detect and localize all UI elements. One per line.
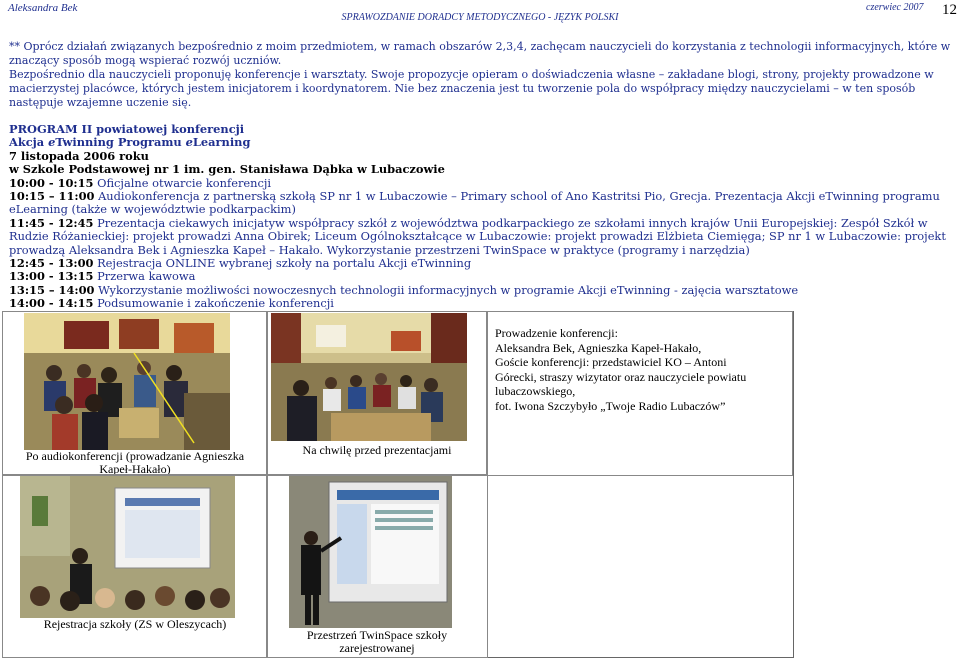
- program-text: Prezentacja ciekawych inicjatyw współpracy szkół z województwa podkarpackiego ze szkołami innych krajów Unii Europejskiej: Zespół Szkół w Rudzie Różanieckiej: projekt prowadzi Anna Obirek; Liceum Ogólnokształcące w Lubaczowie: projekt prowadzi Elżbieta Ciemięga; SP nr 1 w Lubaczowie: projekt prowadzą Aleksandra Bek i Agnieszka Kapeł – Hakało. Wykorzystanie przestrzeni TwinSpace w praktyce (programy i narzędzia): [9, 215, 946, 257]
- photo-cell-4: [266, 474, 488, 658]
- conference-program: [9, 123, 954, 311]
- photo-cell-1: [2, 311, 268, 476]
- program-time: 13:15 – 14:00: [9, 282, 95, 297]
- program-time: 12:45 - 13:00: [9, 256, 94, 271]
- program-text: Przerwa kawowa: [93, 269, 196, 284]
- photo-registration: [20, 476, 235, 618]
- header-title: SPRAWOZDANIE DORADCY METODYCZNEGO - JĘZYK POLSKI: [341, 12, 619, 23]
- page-number: 12: [942, 2, 957, 18]
- photo-cell-3: [2, 474, 268, 658]
- program-item: [9, 270, 954, 283]
- subtitle-part: Akcja: [9, 135, 49, 150]
- header-author: Aleksandra Bek: [8, 2, 78, 14]
- program-title: PROGRAM II powiatowej konferencji: [9, 122, 245, 136]
- photo-twinspace: [289, 476, 452, 628]
- projection-photo-2: [289, 476, 452, 628]
- program-subtitle: [9, 136, 954, 149]
- program-time: 10:00 - 10:15: [9, 175, 94, 190]
- program-time: 14:00 - 14:15: [9, 296, 94, 311]
- program-time: 13:00 - 13:15: [9, 269, 94, 284]
- photo-before-presentations: [271, 313, 467, 441]
- subtitle-part: Twinning Programu: [55, 135, 186, 150]
- projection-photo-1: [20, 476, 235, 618]
- description-line: lubaczowskiego,: [495, 384, 576, 398]
- subtitle-e: e: [48, 135, 56, 150]
- program-item: [9, 177, 954, 190]
- program-text: Podsumowanie i zakończenie konferencji: [93, 296, 334, 311]
- intro-paragraph-1: ** Oprócz działań związanych bezpośrednio z moim przedmiotem, w ramach obszarów 2,3,4, zachęcam nauczycieli do korzystania z technologii informacyjnych, które w znaczący sposób mogą wspierać rozwój uczniów.: [9, 40, 951, 67]
- program-item: [9, 217, 954, 257]
- program-item: [9, 257, 954, 270]
- photo-audioconference: [24, 313, 230, 450]
- description-line: Goście konferencji: przedstawiciel KO – Antoni: [495, 355, 727, 369]
- program-text: Audiokonferencja z partnerską szkołą SP nr 1 w Lubaczowie – Primary school of Ano Kastritsi Pio, Grecja. Prezentacja Akcji eTwinning programu eLearning (także w województwie podkarpackim): [9, 189, 940, 217]
- description-line: Górecki, straszy wizytator oraz nauczyciele powiatu: [495, 369, 747, 384]
- caption-4: Przestrzeń TwinSpace szkoły zarejestrowanej: [306, 628, 448, 655]
- caption-3: Rejestracja szkoły (ZS w Oleszycach): [43, 617, 227, 631]
- program-text: Oficjalne otwarcie konferencji: [93, 175, 272, 190]
- description-line: fot. Iwona Szczybyło „Twoje Radio Lubaczów”: [495, 398, 726, 413]
- classroom-photo-1: [24, 313, 230, 450]
- program-time: 10:15 – 11:00: [9, 189, 95, 204]
- body-text: [9, 40, 954, 311]
- program-date: 7 listopada 2006 roku: [9, 148, 149, 163]
- subtitle-part: Learning: [192, 135, 251, 150]
- intro-paragraph-2: Bezpośrednio dla nauczycieli proponuję konferencje i warsztaty. Swoje propozycje opieram o doświadczenia własne – zakładane blogi, strony, projekty prowadzone w macierzystej placówce, których jestem inicjatorem i koordynatorem. Nie bez znaczenia jest tu tworzenie pola do współpracy między nauczycielami – w ten sposób następuje wzajemne uczenie się.: [9, 68, 934, 109]
- description-line: Prowadzenie konferencji:: [495, 326, 618, 340]
- program-item: [9, 190, 954, 217]
- program-venue: w Szkole Podstawowej nr 1 im. gen. Stanisława Dąbka w Lubaczowie: [9, 162, 445, 177]
- photo-cell-2: [266, 311, 488, 476]
- program-item: [9, 297, 954, 310]
- classroom-photo-2: [271, 313, 467, 441]
- program-time: 11:45 - 12:45: [9, 215, 94, 230]
- conference-description: [495, 326, 787, 413]
- program-text: Wykorzystanie możliwości nowoczesnych technologii informacyjnych w programie Akcji eTwinning - zajęcia warsztatowe: [94, 282, 799, 297]
- caption-2: Na chwilę przed prezentacjami: [302, 443, 452, 457]
- header-date: czerwiec 2007: [866, 2, 924, 13]
- program-item: [9, 284, 954, 297]
- description-line: Aleksandra Bek, Agnieszka Kapeł-Hakało,: [495, 340, 702, 355]
- page-header: [0, 0, 960, 30]
- subtitle-e: e: [185, 135, 193, 150]
- description-cell: [486, 311, 793, 476]
- program-text: Rejestracja ONLINE wybranej szkoły na portalu Akcji eTwinning: [93, 256, 472, 271]
- caption-1: Po audiokonferencji (prowadzanie Agnieszka Kapeł-Hakało): [25, 449, 245, 476]
